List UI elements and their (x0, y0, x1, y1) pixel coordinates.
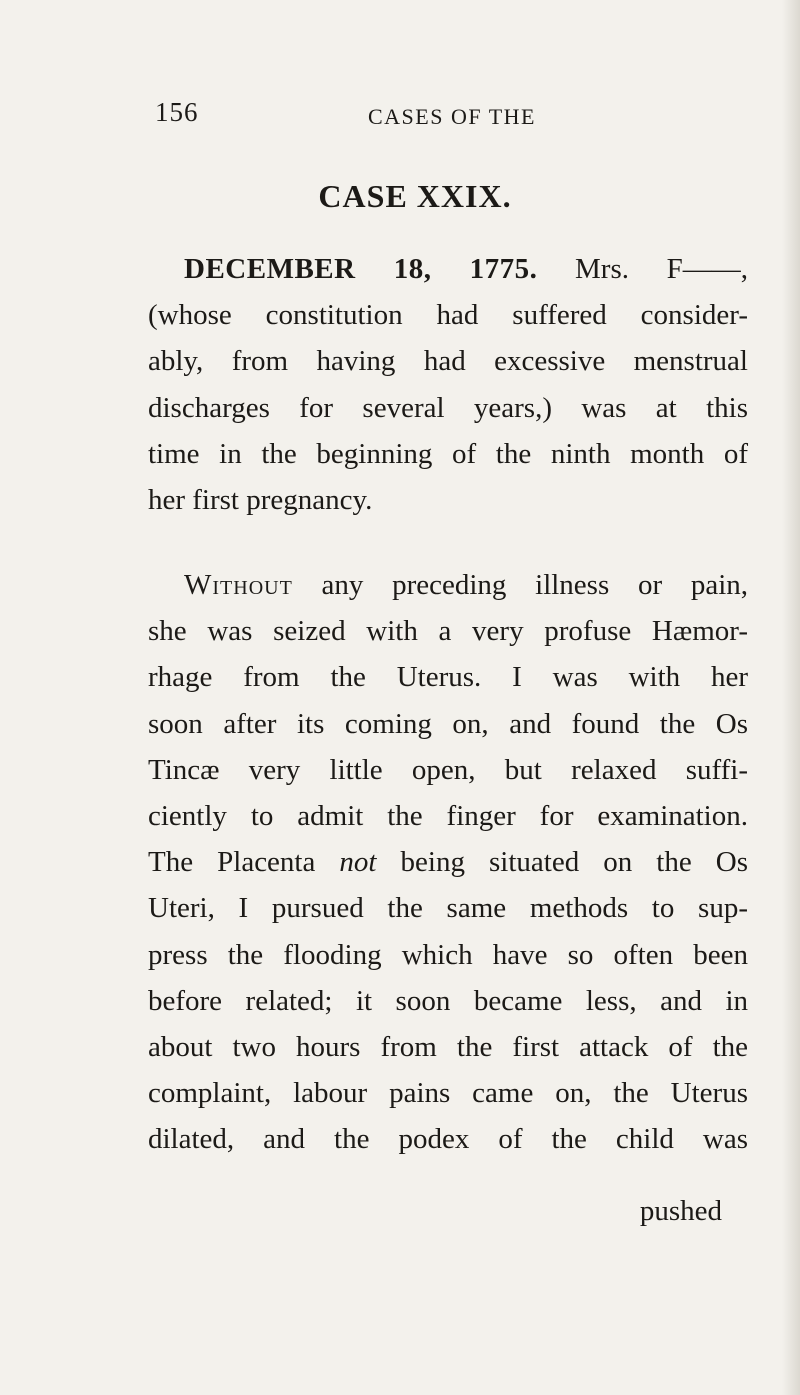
paragraph-2 (148, 562, 748, 1163)
paragraph-2-line-11: about two hours from the first attack of the (148, 1031, 748, 1064)
page-number: 156 (155, 97, 199, 127)
paragraph-1-line-5: time in the beginning of the ninth month of (148, 437, 748, 470)
paragraph-1-line-1 (148, 246, 748, 292)
paragraph-2-line-7 (148, 839, 748, 885)
italic-not: not (339, 846, 377, 879)
paragraph-2-line-5: Tincæ very little open, but relaxed suffi- (148, 753, 748, 786)
paragraph-2-line-12: complaint, labour pains came on, the Uterus (148, 1077, 748, 1110)
paragraph-2-line-6: ciently to admit the finger for examination. (148, 800, 748, 833)
paragraph-2-line-9: press the flooding which have so often been (148, 938, 748, 971)
patient-name: Mrs. F——, (575, 253, 748, 285)
paragraph-2-line-2: she was seized with a very profuse Hæmor- (148, 615, 748, 648)
paragraph-1 (148, 246, 748, 523)
paragraph-2-line-1-rest: any preceding illness or pain, (321, 569, 749, 601)
paragraph-1-line-6: her first pregnancy. (148, 484, 373, 517)
running-head: CASES OF THE (368, 104, 536, 129)
paragraph-2-line-8: Uteri, I pursued the same methods to sup- (148, 892, 748, 925)
paragraph-2-line-1 (148, 562, 748, 608)
paragraph-2-line-4: soon after its coming on, and found the Os (148, 707, 748, 740)
line-7-post: being situated on the Os (400, 846, 748, 879)
paragraph-1-line-4: discharges for several years,) was at this (148, 391, 748, 424)
lead-word: Without (184, 569, 293, 601)
paragraph-2-line-10: before related; it soon became less, and in (148, 984, 748, 1017)
paragraph-2-line-3: rhage from the Uterus. I was with her (148, 661, 748, 694)
catchword: pushed (639, 1195, 722, 1227)
paragraph-2-line-13: dilated, and the podex of the child was (148, 1123, 748, 1156)
line-7-pre: The Placenta (148, 846, 316, 879)
paragraph-1-line-2: (whose constitution had suffered consider- (148, 299, 748, 332)
case-date: DECEMBER 18, 1775. (184, 253, 538, 285)
case-heading: CASE XXIX. (318, 178, 512, 214)
paragraph-1-line-3: ably, from having had excessive menstrual (148, 345, 748, 378)
